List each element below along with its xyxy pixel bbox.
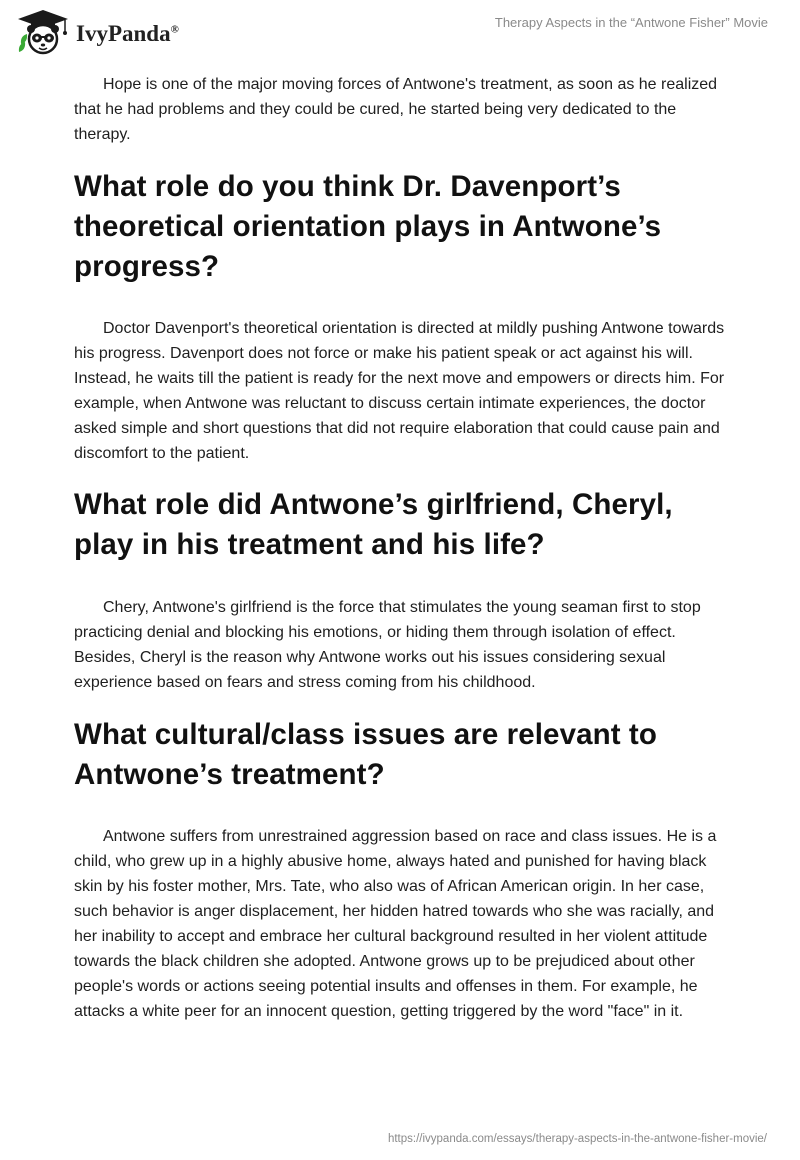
paragraph-davenport: Doctor Davenport's theoretical orientation is directed at mildly pushing Antwone towards his progress. Davenport does not force or make his patient speak or act against his will. Instead, he waits till the patient is ready for the next move and empowers or directs him. For example, when Antwone was reluctant to discuss certain intimate experiences, the doctor asked simple and short questions that did not require elaboration that could cause pain and discomfort to the patient.	[74, 320, 725, 462]
paragraph-cheryl: Chery, Antwone's girlfriend is the force that stimulates the young seaman first to stop practicing denial and blocking his emotions, or hiding them through isolation of effect. Besides, Cheryl is the reason why Antwone works out his issues considering sexual experience based on fears and stress coming from his childhood.	[74, 599, 701, 691]
ivypanda-logo[interactable]	[14, 8, 179, 56]
paragraph-cultural: Antwone suffers from unrestrained aggression based on race and class issues. He is a child, who grew up in a highly abusive home, always hated and punished for having black skin by his foster mother, Mrs. Tate, who also was of African American origin. In her case, such behavior is anger displacement, her hidden hatred towards who she was racially, and her inability to accept and embrace her cultural background resulted in her violent attitude towards the black children she adopted. Antwone grows up to be prejudiced about other people's words or actions seeing potential insults and offenses in them. For example, he attacks a white peer for an innocent question, getting triggered by the word "face" in it.	[74, 828, 717, 1020]
essay-content	[74, 70, 730, 1024]
section-heading-davenport: What role do you think Dr. Davenport’s theoretical orientation plays in Antwone’s progress?	[74, 170, 662, 283]
source-url[interactable]: https://ivypanda.com/essays/therapy-aspects-in-the-antwone-fisher-movie/	[387, 1133, 767, 1145]
panda-graduate-icon	[14, 8, 72, 56]
document-title: Therapy Aspects in the “Antwone Fisher” Movie	[494, 15, 768, 30]
section-heading-cheryl: What role did Antwone’s girlfriend, Cheryl, play in his treatment and his life?	[74, 488, 673, 561]
page-header	[0, 0, 800, 70]
intro-paragraph: Hope is one of the major moving forces of Antwone's treatment, as soon as he realized that he had problems and they could be cured, he started being very dedicated to the therapy.	[74, 76, 718, 143]
brand-name: IvyPanda®	[76, 21, 179, 46]
section-heading-cultural: What cultural/class issues are relevant to Antwone’s treatment?	[74, 718, 657, 791]
